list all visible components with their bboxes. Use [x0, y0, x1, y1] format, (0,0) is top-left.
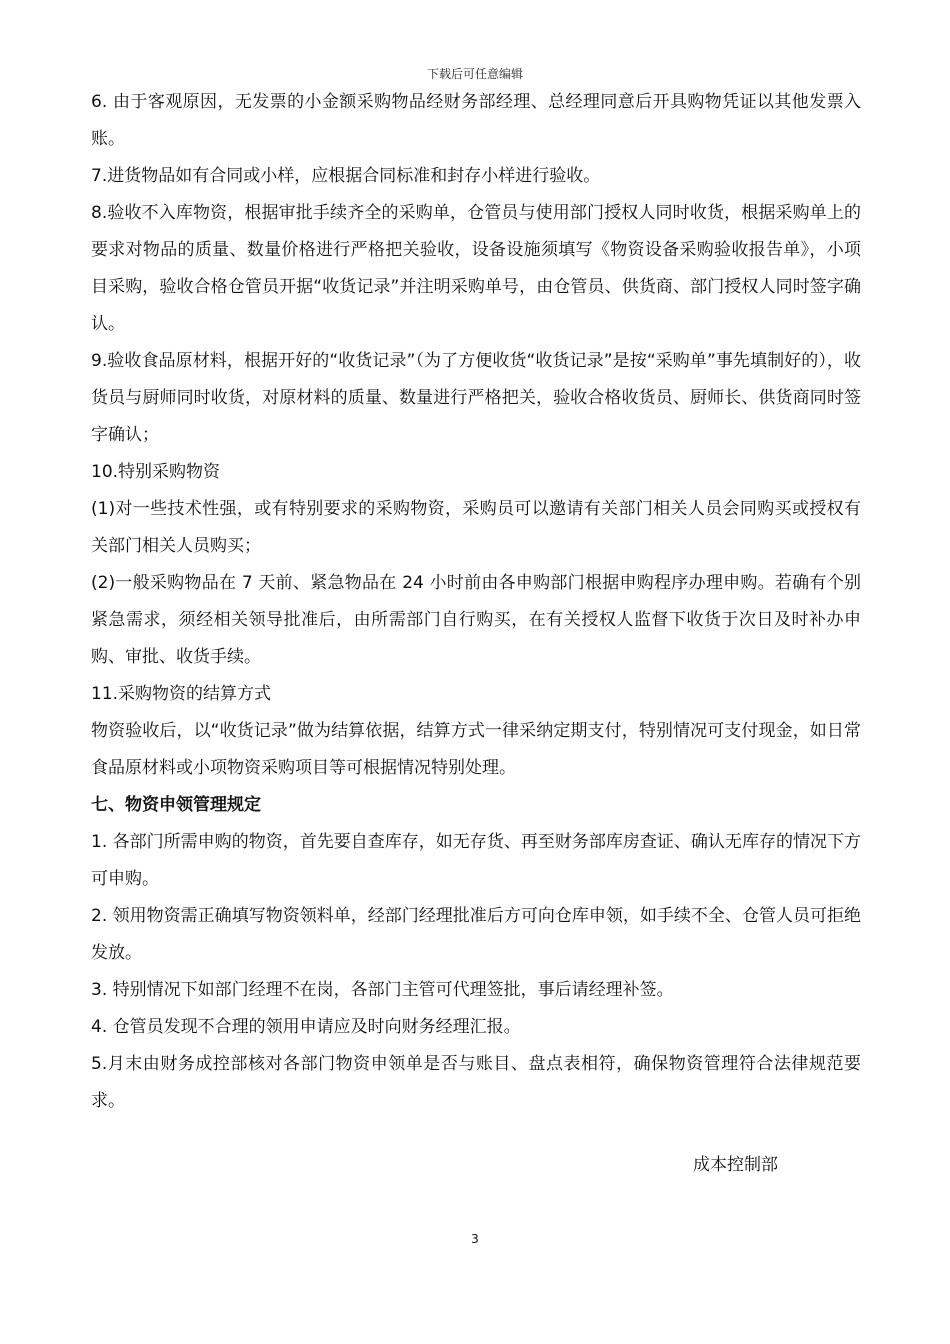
paragraph-8: 8.验收不入库物资，根据审批手续齐全的采购单，仓管员与使用部门授权人同时收货，根据采购单上的要求对物品的质量、数量价格进行严格把关验收，设备设施须填写《物资设备采购验收报告单》，小项目采购，验收合格仓管员开据“收货记录”并注明采购单号，由仓管员、供货商、部门授权人同时签字确认。: [91, 203, 861, 334]
document-body: [91, 84, 861, 1120]
paragraph-10-1: (1)对一些技术性强，或有特别要求的采购物资，采购员可以邀请有关部门相关人员会同购买或授权有关部门相关人员购买；: [91, 499, 861, 556]
header-note: 下载后可任意编辑: [426, 67, 523, 81]
rule-2: 2. 领用物资需正确填写物资领料单，经部门经理批准后方可向仓库申领，如手续不全、仓管人员可拒绝发放。: [91, 906, 861, 963]
rule-1: 1. 各部门所需申购的物资，首先要自查库存，如无存货、再至财务部库房查证、确认无库存的情况下方可申购。: [91, 832, 861, 889]
page-number: 3: [471, 1232, 479, 1246]
rule-4: 4. 仓管员发现不合理的领用申请应及时向财务经理汇报。: [91, 1017, 521, 1037]
rule-5: 5.月末由财务成控部核对各部门物资申领单是否与账目、盘点表相符，确保物资管理符合法律规范要求。: [91, 1054, 861, 1111]
paragraph-10: 10.特别采购物资: [91, 462, 221, 482]
paragraph-6: 6. 由于客观原因，无发票的小金额采购物品经财务部经理、总经理同意后开具购物凭证以其他发票入账。: [91, 92, 861, 149]
paragraph-11-body: 物资验收后，以“收货记录”做为结算依据，结算方式一律采纳定期支付，特别情况可支付现金，如日常食品原材料或小项物资采购项目等可根据情况特别处理。: [91, 721, 861, 778]
signature-department: 成本控制部: [693, 1155, 778, 1175]
paragraph-7: 7.进货物品如有合同或小样，应根据合同标准和封存小样进行验收。: [91, 166, 601, 186]
section-heading-7: 七、物资申领管理规定: [91, 795, 261, 815]
paragraph-9: 9.验收食品原材料，根据开好的“收货记录”（为了方便收货“收货记录”是按“采购单”事先填制好的），收货员与厨师同时收货，对原材料的质量、数量进行严格把关，验收合格收货员、厨师长、供货商同时签字确认；: [91, 351, 861, 445]
paragraph-11: 11.采购物资的结算方式: [91, 684, 272, 704]
paragraph-10-2: (2)一般采购物品在 7 天前、紧急物品在 24 小时前由各申购部门根据申购程序办理申购。若确有个别紧急需求，须经相关领导批准后，由所需部门自行购买，在有关授权人监督下收货于次日及时补办申购、审批、收货手续。: [91, 573, 861, 667]
rule-3: 3. 特别情况下如部门经理不在岗，各部门主管可代理签批，事后请经理补签。: [91, 980, 674, 1000]
